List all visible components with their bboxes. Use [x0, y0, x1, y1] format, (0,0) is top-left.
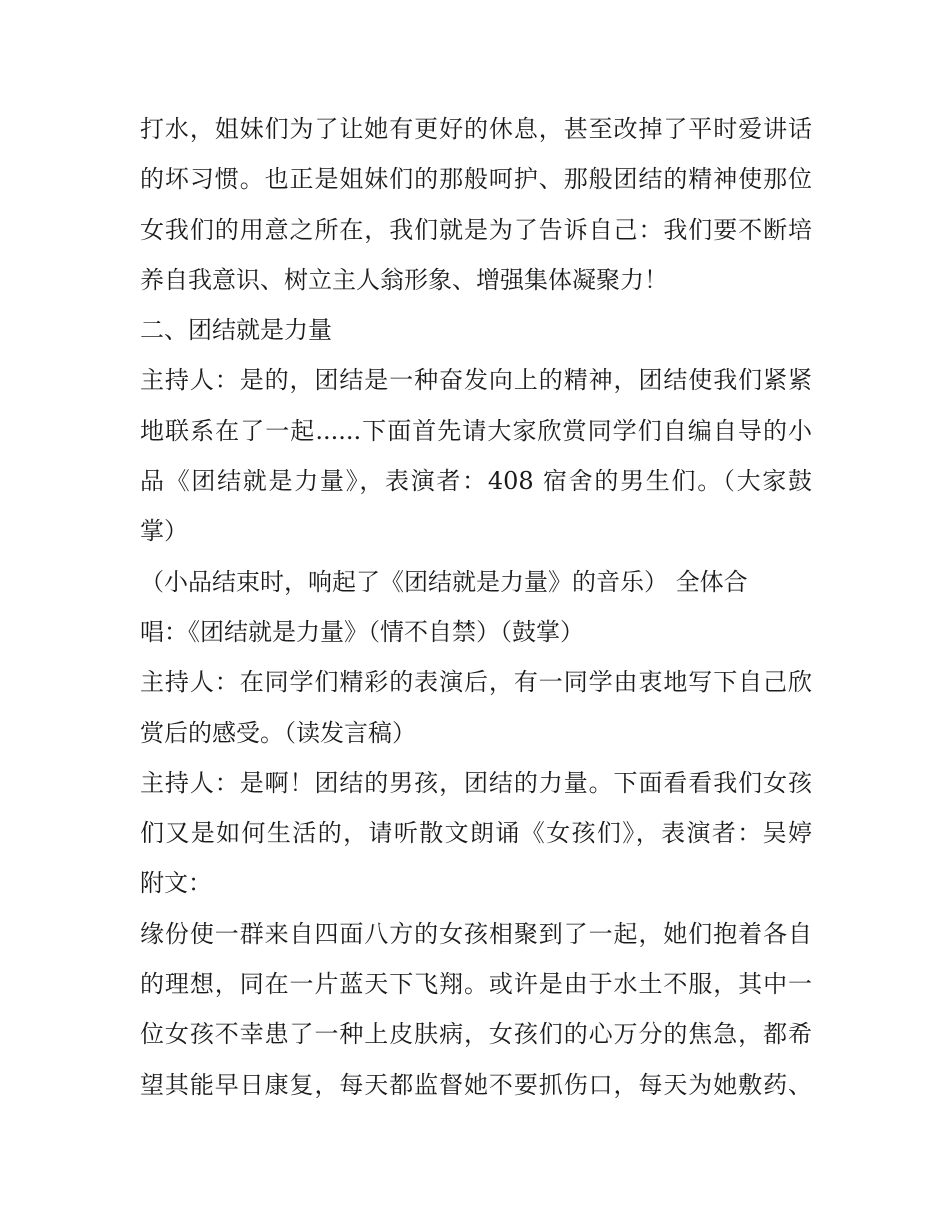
text-line-3: 女我们的用意之所在，我们就是为了告诉自己：我们要不断培 — [140, 215, 812, 244]
text-line-13: 赏后的感受。（读发言稿） — [140, 718, 416, 747]
text-line-1: 打水，姐妹们为了让她有更好的休息，甚至改掉了平时爱讲话 — [140, 115, 812, 143]
text-line-8: 品《团结就是力量》，表演者：408 宿舍的男生们。（大家鼓 — [140, 467, 812, 496]
text-line-16: 附文： — [140, 869, 212, 898]
text-line-12: 主持人：在同学们精彩的表演后，有一同学由衷地写下自己欣 — [140, 668, 812, 697]
text-line-20: 望其能早日康复，每天都监督她不要抓伤口，每天为她敷药、 — [140, 1070, 812, 1099]
text-line-11: 唱：《团结就是力量》（情不自禁）（鼓掌） — [140, 617, 584, 646]
text-line-4: 养自我意识、树立主人翁形象、增强集体凝聚力！ — [140, 265, 668, 294]
text-line-6: 主持人：是的，团结是一种奋发向上的精神，团结使我们紧紧 — [140, 366, 812, 395]
text-line-18: 的理想，同在一片蓝天下飞翔。或许是由于水土不服，其中一 — [140, 970, 812, 999]
text-line-9: 掌） — [140, 517, 188, 546]
text-line-19: 位女孩不幸患了一种上皮肤病，女孩们的心万分的焦急，都希 — [140, 1020, 812, 1049]
document-body — [140, 104, 812, 1110]
text-line-10: （小品结束时，响起了《团结就是力量》的音乐） 全体合 — [140, 567, 748, 596]
text-line-2: 的坏习惯。也正是姐妹们的那般呵护、那般团结的精神使那位 — [140, 165, 812, 194]
text-line-14: 主持人：是啊！团结的男孩，团结的力量。下面看看我们女孩 — [140, 768, 812, 797]
text-line-15: 们又是如何生活的，请听散文朗诵《女孩们》，表演者：吴婷 — [140, 819, 812, 848]
text-line-17: 缘份使一群来自四面八方的女孩相聚到了一起，她们抱着各自 — [140, 919, 812, 948]
text-line-7: 地联系在了一起......下面首先请大家欣赏同学们自编自导的小 — [140, 416, 812, 445]
section-heading: 二、团结就是力量 — [140, 316, 332, 345]
